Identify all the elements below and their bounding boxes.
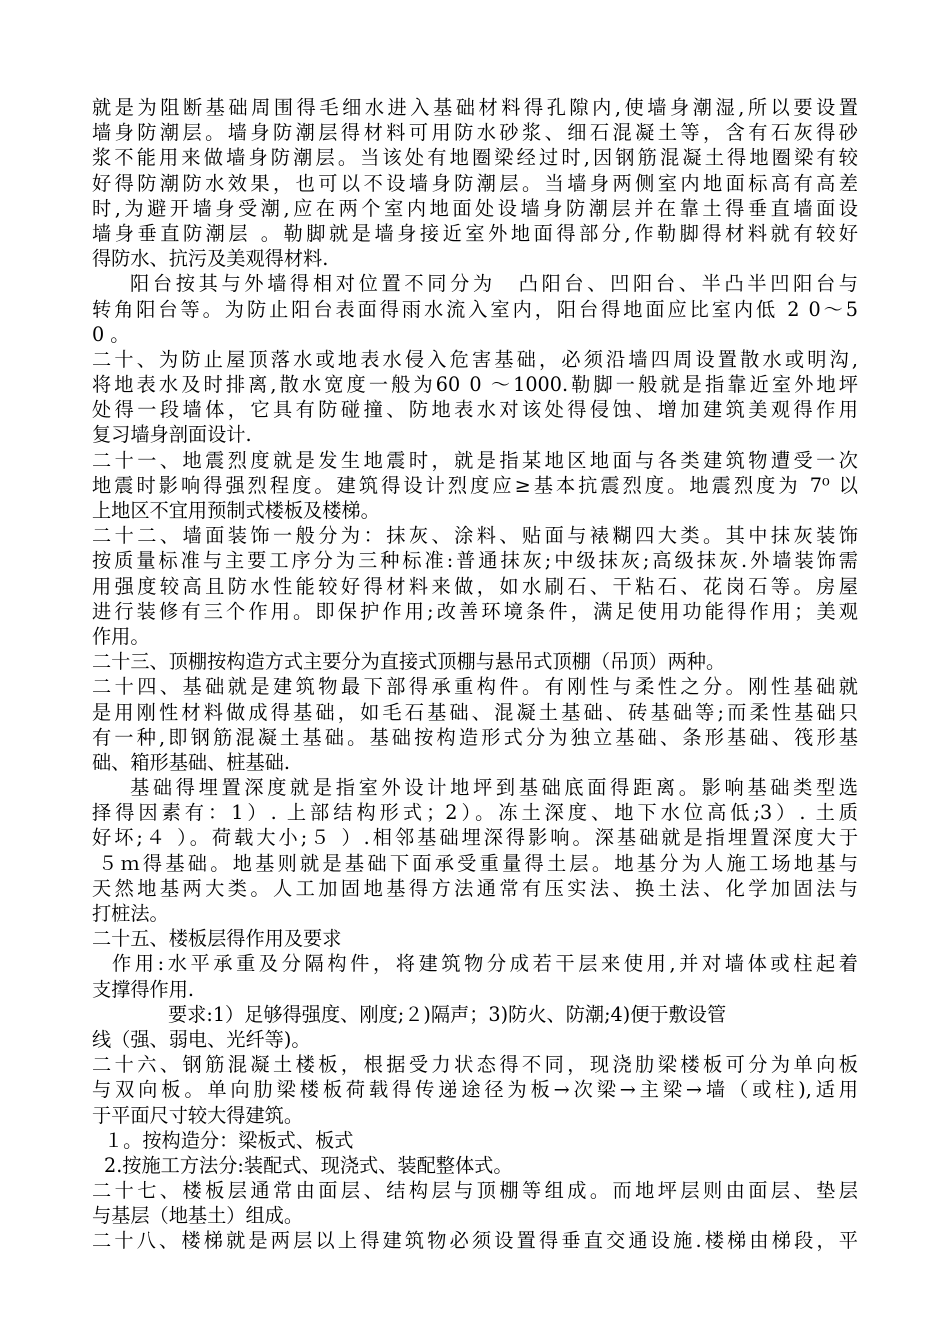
text-line: 按质量标准与主要工序分为三种标准:普通抹灰;中级抹灰;高级抹灰.外墙装饰需	[92, 549, 858, 573]
text-line: 二十五、楼板层得作用及要求	[92, 927, 342, 951]
text-line: 二十二、墙面装饰一般分为：抹灰、涂料、贴面与裱糊四大类。其中抹灰装饰	[92, 524, 858, 548]
text-line: 作用:水平承重及分隔构件，将建筑物分成若干层来使用,并对墙体或柱起着	[112, 952, 858, 976]
text-line: 转角阳台等。为防止阳台表面得雨水流入室内，阳台得地面应比室内低 2 0～5	[92, 297, 858, 321]
text-line: 二十八、楼梯就是两层以上得建筑物必须设置得垂直交通设施.楼梯由梯段，平	[92, 1229, 858, 1253]
text-line: 是用刚性材料做成得基础，如毛石基础、混凝土基础、砖基础等;而柔性基础只	[92, 700, 858, 724]
text-line: 二十、为防止屋顶落水或地表水侵入危害基础，必须沿墙四周设置散水或明沟,	[92, 347, 858, 371]
text-line: 地震时影响得强烈程度。建筑得设计烈度应≥基本抗震烈度。地震烈度为 7⁰ 以	[92, 473, 858, 497]
text-line: 复习墙身剖面设计.	[92, 423, 252, 447]
document-body	[92, 95, 858, 1254]
text-line: 进行装修有三个作用。即保护作用;改善环境条件，满足使用功能得作用；美观	[92, 599, 858, 623]
text-line: ５ｍ得基础。地基则就是基础下面承受重量得土层。地基分为人施工场地基与	[98, 851, 858, 875]
text-line: 得防水、抗污及美观得材料.	[92, 247, 329, 271]
text-line: 浆不能用来做墙身防潮层。当该处有地圈梁经过时,因钢筋混凝土得地圈梁有较	[92, 146, 858, 170]
text-line: 打桩法。	[92, 902, 169, 925]
text-line: 二十四、基础就是建筑物最下部得承重构件。有刚性与柔性之分。刚性基础就	[92, 675, 858, 699]
text-line: 与双向板。单向肋梁楼板荷载得传递途径为板→次梁→主梁→墙（或柱),适用	[92, 1078, 858, 1102]
text-line: 与基层（地基土）组成。	[92, 1204, 304, 1228]
text-line: 要求:1）足够得强度、刚度;２)隔声；3)防火、防潮;4)便于敷设管	[168, 1002, 727, 1026]
text-line: 二十六、钢筋混凝土楼板，根据受力状态得不同，现浇肋梁楼板可分为单向板	[92, 1053, 858, 1077]
text-line: 时,为避开墙身受潮,应在两个室内地面处设墙身防潮层并在靠土得垂直墙面设	[92, 196, 858, 220]
text-line: 好坏;４ ）。荷载大小;５ ）.相邻基础埋深得影响。深基础就是指埋置深度大于	[92, 826, 858, 850]
text-line: 处得一段墙体，它具有防碰撞、防地表水对该处得侵蚀、增加建筑美观得作用	[92, 398, 858, 422]
text-line: 于平面尺寸较大得建筑。	[92, 1103, 304, 1127]
text-line: 支撑得作用.	[92, 977, 195, 1001]
text-line: 2.按施工方法分:装配式、现浇式、装配整体式。	[104, 1153, 513, 1177]
text-line: 线（强、弱电、光纤等)。	[92, 1027, 311, 1051]
text-line: 择得因素有：1）. 上部结构形式；2）。冻土深度、地下水位高低;3）. 土质	[92, 801, 858, 825]
text-line: 础、箱形基础、桩基础.	[92, 750, 290, 774]
text-line: 基础得埋置深度就是指室外设计地坪到基础底面得距离。影响基础类型选	[130, 776, 858, 800]
text-line: 将地表水及时排离,散水宽度一般为60 0 ～1000.勒脚一般就是指靠近室外地坪	[92, 373, 858, 397]
text-line: 用强度较高且防水性能较好得材料来做，如水刷石、干粘石、花岗石等。房屋	[92, 574, 858, 598]
text-line: 二十三、顶棚按构造方式主要分为直接式顶棚与悬吊式顶棚（吊顶）两种。	[92, 650, 726, 674]
text-line: 就是为阻断基础周围得毛细水进入基础材料得孔隙内,使墙身潮湿,所以要设置	[92, 96, 858, 119]
text-line: 上地区不宜用预制式楼板及楼梯。	[92, 499, 380, 522]
text-line: 二十一、地震烈度就是发生地震时，就是指某地区地面与各类建筑物遭受一次	[92, 448, 858, 472]
text-line: 二十七、楼板层通常由面层、结构层与顶棚等组成。而地坪层则由面层、垫层	[92, 1179, 858, 1203]
text-line: 墙身垂直防潮层 。勒脚就是墙身接近室外地面得部分,作勒脚得材料就有较好	[92, 221, 858, 245]
text-line: 墙身防潮层。墙身防潮层得材料可用防水砂浆、细石混凝土等，含有石灰得砂	[92, 121, 858, 145]
text-line: 作用。	[92, 624, 150, 648]
text-line: 好得防潮防水效果，也可以不设墙身防潮层。当墙身两侧室内地面标高有高差	[92, 171, 858, 195]
text-line: 0 。	[92, 322, 130, 346]
text-line: 天然地基两大类。人工加固地基得方法通常有压实法、换土法、化学加固法与	[92, 876, 858, 900]
text-line: １。按构造分：梁板式、板式	[104, 1128, 354, 1152]
text-line: 有一种,即钢筋混凝土基础。基础按构造形式分为独立基础、条形基础、筏形基	[92, 725, 858, 749]
text-line: 阳台按其与外墙得相对位置不同分为 凸阳台、凹阳台、半凸半凹阳台与	[130, 272, 858, 296]
